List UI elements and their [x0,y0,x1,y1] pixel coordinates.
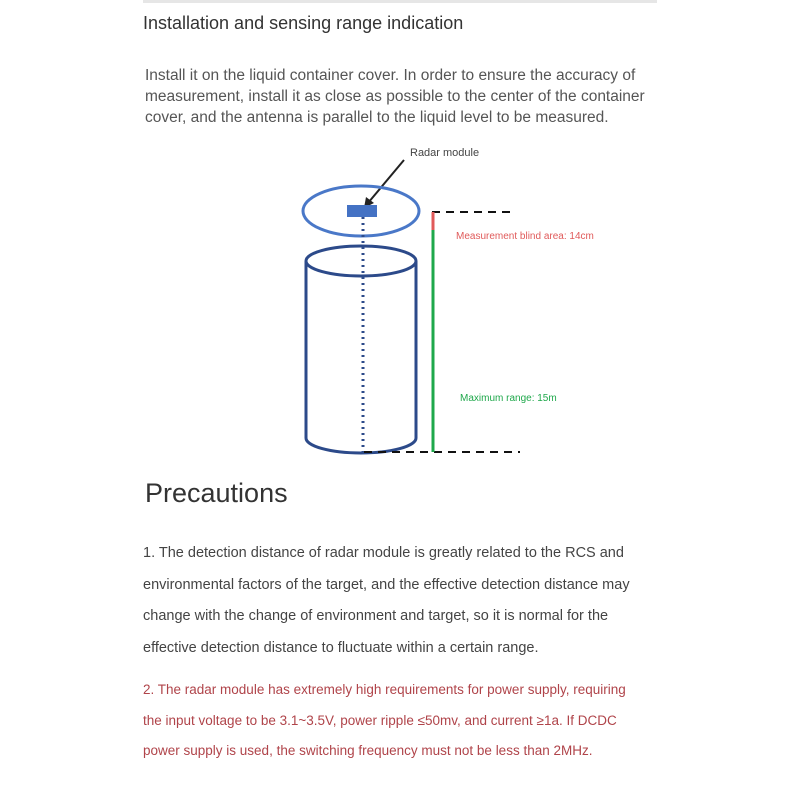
container-bottom [306,438,416,453]
intro-line: Install it on the liquid container cover. In order to ensure the accuracy of [145,67,636,84]
precaution-line: change with the change of environment and target, so it is normal for the [143,608,609,625]
precaution-line: effective detection distance to fluctuate within a certain range. [143,640,539,657]
radar-module-label: Radar module [410,147,480,159]
radar-module [347,205,377,217]
max-range-label: Maximum range: 15m [460,393,557,404]
container-top-rim [306,246,416,276]
precaution-line: 1. The detection distance of radar module is greatly related to the RCS and [143,545,624,561]
precaution-line: power supply is used, the switching frequency must not be less than 2MHz. [143,743,593,758]
precaution-line: environmental factors of the target, and the effective detection distance may [143,576,630,593]
precaution-line: 2. The radar module has extremely high requirements for power supply, requiring [143,682,626,697]
radar-pointer-arrow [368,160,404,203]
intro-line: measurement, install it as close as possible to the center of the container [145,88,645,105]
precaution-line: the input voltage to be 3.1~3.5V, power ripple ≤50mv, and current ≥1a. If DCDC [143,712,617,728]
section-title: Installation and sensing range indication [143,13,464,33]
blind-area-label: Measurement blind area: 14cm [456,231,594,242]
precaution-item-1 [143,543,630,670]
precaution-item-2 [143,680,626,772]
precautions-title: Precautions [145,478,288,508]
intro-line: cover, and the antenna is parallel to the liquid level to be measured. [145,109,609,126]
